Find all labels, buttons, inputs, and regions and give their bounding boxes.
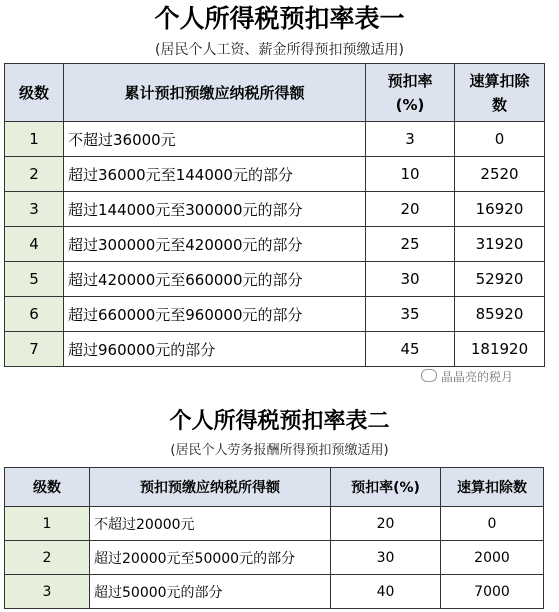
income-range-cell: 超过300000元至420000元的部分 xyxy=(64,227,366,262)
table-row xyxy=(5,122,545,157)
tax-rate-table-1 xyxy=(4,63,545,367)
rate-cell: 35 xyxy=(366,297,455,332)
table-header-row xyxy=(5,468,544,507)
watermark xyxy=(421,368,513,385)
watermark-text: 晶晶亮的税月 xyxy=(441,370,514,384)
table-row xyxy=(5,297,545,332)
table1-title: 个人所得税预扣率表一 xyxy=(154,4,405,33)
income-range-cell: 超过144000元至300000元的部分 xyxy=(64,192,366,227)
income-range-cell: 超过960000元的部分 xyxy=(64,332,366,367)
deduction-cell: 16920 xyxy=(455,192,545,227)
income-range-cell: 超过50000元的部分 xyxy=(90,575,331,609)
header-deduction: 速算扣除数 xyxy=(441,468,544,507)
level-cell: 7 xyxy=(5,332,64,367)
rate-cell: 20 xyxy=(331,507,441,541)
rate-cell: 20 xyxy=(366,192,455,227)
level-cell: 1 xyxy=(5,122,64,157)
level-cell: 2 xyxy=(5,541,90,575)
deduction-cell: 52920 xyxy=(455,262,545,297)
income-range-cell: 超过660000元至960000元的部分 xyxy=(64,297,366,332)
level-cell: 3 xyxy=(5,575,90,609)
level-cell: 1 xyxy=(5,507,90,541)
table-row xyxy=(5,227,545,262)
table-row xyxy=(5,575,544,609)
header-income-range: 累计预扣预缴应纳税所得额 xyxy=(64,64,366,122)
header-deduction: 速算扣除 数 xyxy=(455,64,545,122)
table-row xyxy=(5,332,545,367)
level-cell: 6 xyxy=(5,297,64,332)
header-level: 级数 xyxy=(5,468,90,507)
table-row xyxy=(5,541,544,575)
income-range-cell: 不超过36000元 xyxy=(64,122,366,157)
rate-cell: 10 xyxy=(366,157,455,192)
level-cell: 5 xyxy=(5,262,64,297)
table2-title: 个人所得税预扣率表二 xyxy=(169,409,390,434)
level-cell: 4 xyxy=(5,227,64,262)
table-row xyxy=(5,507,544,541)
deduction-cell: 0 xyxy=(455,122,545,157)
table-row xyxy=(5,157,545,192)
deduction-cell: 2000 xyxy=(441,541,544,575)
table2-subtitle: (居民个人劳务报酬所得预扣预缴适用) xyxy=(170,443,389,458)
header-rate: 预扣率(%) xyxy=(331,468,441,507)
header-income-range: 预扣预缴应纳税所得额 xyxy=(90,468,331,507)
table1-subtitle: (居民个人工资、薪金所得预扣预缴适用) xyxy=(155,42,404,58)
rate-cell: 3 xyxy=(366,122,455,157)
table-row xyxy=(5,262,545,297)
income-range-cell: 超过20000元至50000元的部分 xyxy=(90,541,331,575)
rate-cell: 40 xyxy=(331,575,441,609)
rate-cell: 30 xyxy=(331,541,441,575)
rate-cell: 25 xyxy=(366,227,455,262)
income-range-cell: 超过420000元至660000元的部分 xyxy=(64,262,366,297)
level-cell: 3 xyxy=(5,192,64,227)
income-range-cell: 不超过20000元 xyxy=(90,507,331,541)
deduction-cell: 7000 xyxy=(441,575,544,609)
deduction-cell: 31920 xyxy=(455,227,545,262)
deduction-cell: 85920 xyxy=(455,297,545,332)
header-level: 级数 xyxy=(5,64,64,122)
level-cell: 2 xyxy=(5,157,64,192)
rate-cell: 30 xyxy=(366,262,455,297)
deduction-cell: 2520 xyxy=(455,157,545,192)
deduction-cell: 0 xyxy=(441,507,544,541)
tax-rate-table-2 xyxy=(4,467,544,609)
income-range-cell: 超过36000元至144000元的部分 xyxy=(64,157,366,192)
wechat-icon xyxy=(421,369,437,382)
table-header-row xyxy=(5,64,545,122)
header-rate: 预扣率 (%) xyxy=(366,64,455,122)
deduction-cell: 181920 xyxy=(455,332,545,367)
rate-cell: 45 xyxy=(366,332,455,367)
table-row xyxy=(5,192,545,227)
